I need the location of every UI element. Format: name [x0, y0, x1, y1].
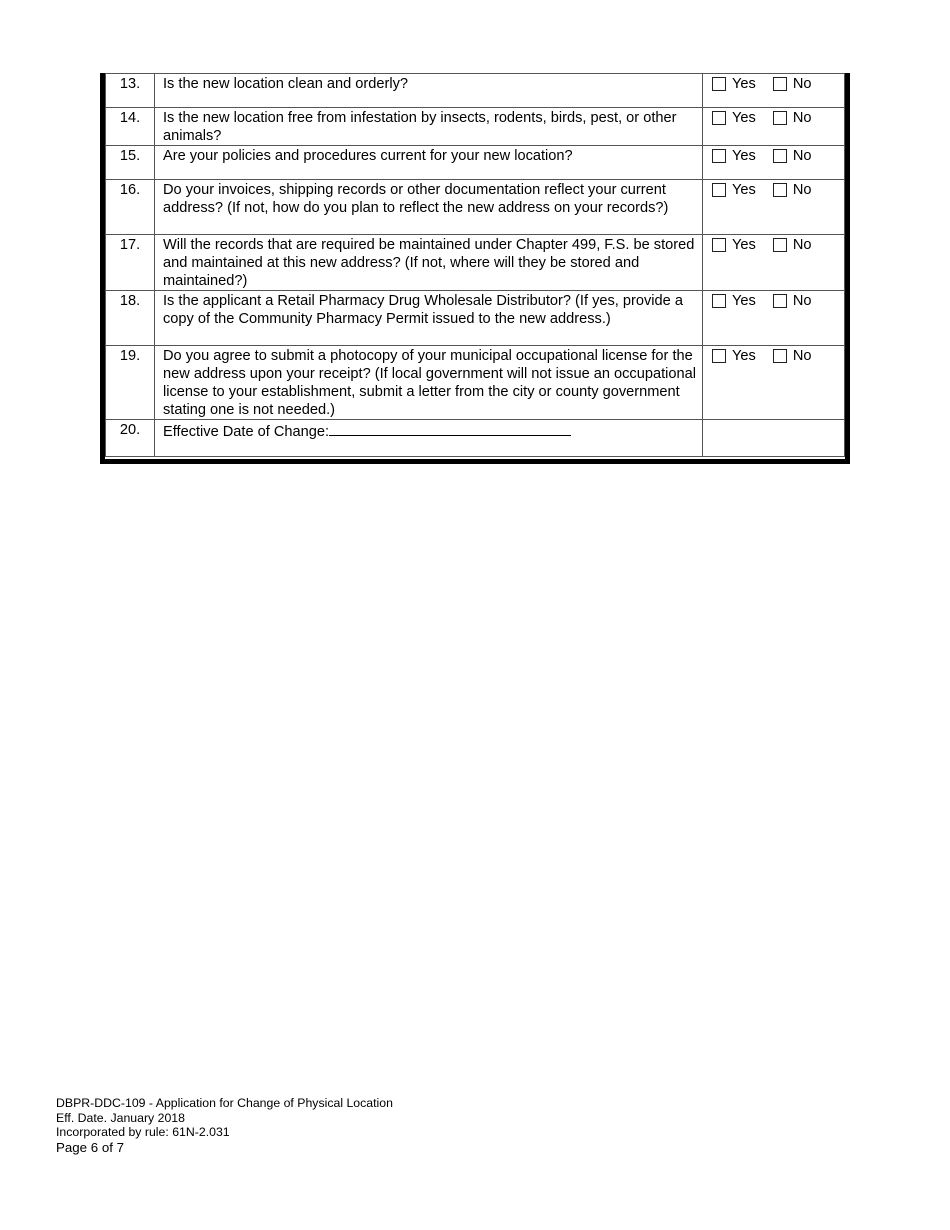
- yes-checkbox[interactable]: [712, 111, 726, 125]
- yes-label: Yes: [732, 76, 756, 92]
- no-label: No: [792, 237, 812, 253]
- question-text: Is the new location free from infestation by insects, rodents, birds, pest, or other animals?: [155, 108, 703, 146]
- no-checkbox[interactable]: [773, 149, 787, 163]
- answer-cell: [703, 146, 845, 180]
- no-option[interactable]: [773, 347, 812, 365]
- yes-label: Yes: [732, 148, 756, 164]
- question-text: Will the records that are required be maintained under Chapter 499, F.S. be stored and maintained at this new address? (If not, where will they be stored and maintained?): [155, 235, 703, 291]
- yes-option[interactable]: [712, 75, 756, 93]
- questionnaire-frame: [100, 73, 850, 464]
- yes-label: Yes: [732, 237, 756, 253]
- question-text: Is the new location clean and orderly?: [155, 74, 703, 108]
- question-text: Do you agree to submit a photocopy of your municipal occupational license for the new address upon your receipt? (If local government will not issue an occupational license to your establishment, submit a letter from the city or county government stating one is not needed.): [155, 346, 703, 420]
- yes-label: Yes: [732, 293, 756, 309]
- no-option[interactable]: [773, 236, 812, 254]
- yes-checkbox[interactable]: [712, 238, 726, 252]
- effective-date-field[interactable]: [329, 421, 571, 436]
- question-number: 17.: [106, 235, 155, 291]
- answer-cell: [703, 346, 845, 420]
- no-label: No: [792, 182, 812, 198]
- yes-option[interactable]: [712, 292, 756, 310]
- question-text: Is the applicant a Retail Pharmacy Drug Wholesale Distributor? (If yes, provide a copy of the Community Pharmacy Permit issued to the new address.): [155, 291, 703, 346]
- yes-checkbox[interactable]: [712, 149, 726, 163]
- page-number: Page 6 of 7: [56, 1139, 125, 1155]
- yes-checkbox[interactable]: [712, 77, 726, 91]
- yes-label: Yes: [732, 348, 756, 364]
- no-checkbox[interactable]: [773, 349, 787, 363]
- no-checkbox[interactable]: [773, 294, 787, 308]
- yes-checkbox[interactable]: [712, 183, 726, 197]
- question-number: 13.: [106, 74, 155, 108]
- yes-checkbox[interactable]: [712, 294, 726, 308]
- effective-date-cell: [155, 420, 703, 457]
- yes-label: Yes: [732, 182, 756, 198]
- answer-cell: [703, 74, 845, 108]
- question-text: Are your policies and procedures current for your new location?: [155, 146, 703, 180]
- yes-option[interactable]: [712, 109, 756, 127]
- no-option[interactable]: [773, 292, 812, 310]
- answer-cell: [703, 291, 845, 346]
- question-number: 20.: [106, 420, 155, 457]
- yes-checkbox[interactable]: [712, 349, 726, 363]
- question-row-18: [106, 291, 845, 346]
- yes-option[interactable]: [712, 181, 756, 199]
- no-option[interactable]: [773, 147, 812, 165]
- question-row-13: [106, 74, 845, 108]
- question-number: 19.: [106, 346, 155, 420]
- question-row-17: [106, 235, 845, 291]
- question-row-16: [106, 180, 845, 235]
- no-checkbox[interactable]: [773, 77, 787, 91]
- no-label: No: [792, 148, 812, 164]
- no-label: No: [792, 348, 812, 364]
- effective-date-label: Effective Date of Change:: [163, 424, 330, 440]
- no-label: No: [792, 293, 812, 309]
- empty-answer-cell: [703, 420, 845, 457]
- page-footer: [56, 1096, 393, 1156]
- no-option[interactable]: [773, 181, 812, 199]
- effective-date-note: Eff. Date. January 2018: [56, 1110, 185, 1125]
- question-text: Do your invoices, shipping records or other documentation reflect your current address? (If not, how do you plan to reflect the new address on your records?): [155, 180, 703, 235]
- no-checkbox[interactable]: [773, 111, 787, 125]
- question-number: 14.: [106, 108, 155, 146]
- no-checkbox[interactable]: [773, 238, 787, 252]
- no-option[interactable]: [773, 75, 812, 93]
- answer-cell: [703, 180, 845, 235]
- yes-label: Yes: [732, 110, 756, 126]
- no-checkbox[interactable]: [773, 183, 787, 197]
- rule-reference: Incorporated by rule: 61N-2.031: [56, 1125, 230, 1139]
- question-row-19: [106, 346, 845, 420]
- answer-cell: [703, 108, 845, 146]
- answer-cell: [703, 235, 845, 291]
- yes-option[interactable]: [712, 236, 756, 254]
- question-number: 15.: [106, 146, 155, 180]
- question-row-15: [106, 146, 845, 180]
- question-number: 16.: [106, 180, 155, 235]
- no-label: No: [792, 110, 812, 126]
- effective-date-row: [106, 420, 845, 457]
- form-id: DBPR-DDC-109 - Application for Change of Physical Location: [56, 1096, 393, 1110]
- question-number: 18.: [106, 291, 155, 346]
- no-option[interactable]: [773, 109, 812, 127]
- questionnaire-table: [105, 73, 845, 457]
- yes-option[interactable]: [712, 147, 756, 165]
- yes-option[interactable]: [712, 347, 756, 365]
- no-label: No: [792, 76, 812, 92]
- question-row-14: [106, 108, 845, 146]
